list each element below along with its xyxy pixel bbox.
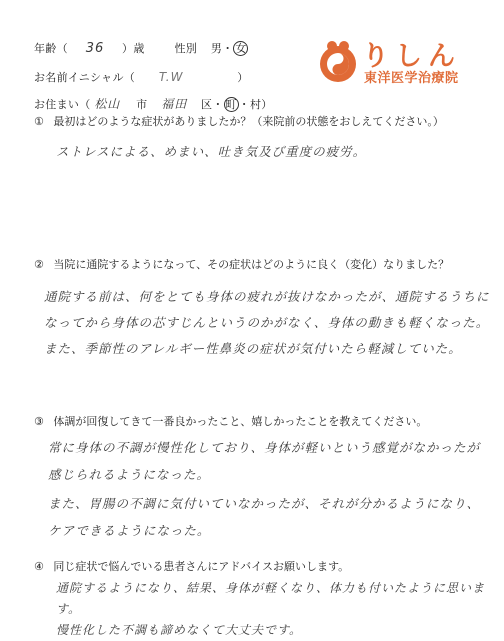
answer-2-line: なってから身体の芯すじんというのかがなく、身体の動きも軽くなった。 bbox=[44, 315, 490, 330]
address-city-unit: 市 bbox=[136, 98, 148, 111]
question-2-number: ② bbox=[34, 258, 44, 271]
answer-3-line: 感じられるようになった。 bbox=[48, 467, 211, 482]
clinic-logo-icon bbox=[318, 38, 358, 84]
initial-row bbox=[34, 69, 249, 85]
question-3-number: ③ bbox=[34, 415, 44, 428]
age-label: 年齢（ bbox=[34, 42, 68, 55]
answer-3-line: ケアできるようになった。 bbox=[48, 523, 211, 538]
question-3 bbox=[34, 413, 427, 429]
clinic-logo bbox=[318, 36, 468, 86]
address-label: お住まい（ bbox=[34, 98, 91, 111]
answer-2-line: 通院する前は、何をとても身体の疲れが抜けなかったが、通院するうちに bbox=[44, 289, 490, 304]
answer-3-line: また、胃腸の不調に気付いていなかったが、それが分かるようになり、 bbox=[48, 496, 481, 511]
question-4-text: 同じ症状で悩んでいる患者さんにアドバイスお願いします。 bbox=[53, 560, 350, 573]
answer-4 bbox=[56, 578, 504, 641]
question-1 bbox=[34, 113, 444, 129]
question-4 bbox=[34, 558, 349, 574]
question-3-text: 体調が回復してきて一番良かったこと、嬉しかったことを教えてください。 bbox=[53, 415, 428, 428]
question-1-text: 最初はどのような症状がありましたか？（来院前の状態をおしえてください。） bbox=[53, 115, 444, 128]
question-1-number: ① bbox=[34, 115, 44, 128]
age-suffix: ）歳 bbox=[122, 42, 145, 55]
answer-4-line: 通院するようになり、結果、身体が軽くなり、体力も付いたように思います。 bbox=[56, 581, 486, 616]
address-ward: 福田 bbox=[161, 97, 188, 111]
initial-label: お名前イニシャル（ bbox=[34, 71, 136, 84]
initial-value: T.W bbox=[158, 70, 184, 84]
question-2 bbox=[34, 256, 449, 272]
answer-2 bbox=[44, 284, 490, 362]
address-town-circled: 町 bbox=[225, 98, 237, 111]
answer-3 bbox=[48, 434, 480, 544]
question-4-number: ④ bbox=[34, 560, 44, 573]
age-row bbox=[34, 40, 248, 56]
clinic-subtitle: 東洋医学治療院 bbox=[364, 71, 459, 86]
address-city: 松山 bbox=[94, 97, 121, 111]
answer-3-line: 常に身体の不調が慢性化しており、身体が軽いという感覚がなかったが bbox=[48, 440, 481, 455]
address-units-prefix: 区・ bbox=[201, 98, 224, 111]
question-2-text: 当院に通院するようになって、その症状はどのように良く（変化）なりました？ bbox=[53, 258, 450, 271]
gender-female-circled: 女 bbox=[235, 42, 247, 55]
address-units-suffix: ・村） bbox=[238, 98, 273, 111]
answer-1 bbox=[56, 142, 366, 160]
answer-4-line: 慢性化した不調も諦めなくて大丈夫です。 bbox=[56, 623, 303, 637]
gender-male: 男・ bbox=[210, 42, 234, 55]
clinic-name: りしん bbox=[362, 41, 461, 72]
answer-2-line: また、季節性のアレルギー性鼻炎の症状が気付いたら軽減していた。 bbox=[44, 341, 462, 356]
address-row bbox=[34, 95, 273, 112]
answer-1-line: ストレスによる、めまい、吐き気及び重度の疲労。 bbox=[56, 144, 367, 159]
initial-close: ） bbox=[237, 71, 249, 84]
gender-label: 性別 bbox=[174, 42, 198, 55]
age-value: 36 bbox=[85, 41, 105, 56]
